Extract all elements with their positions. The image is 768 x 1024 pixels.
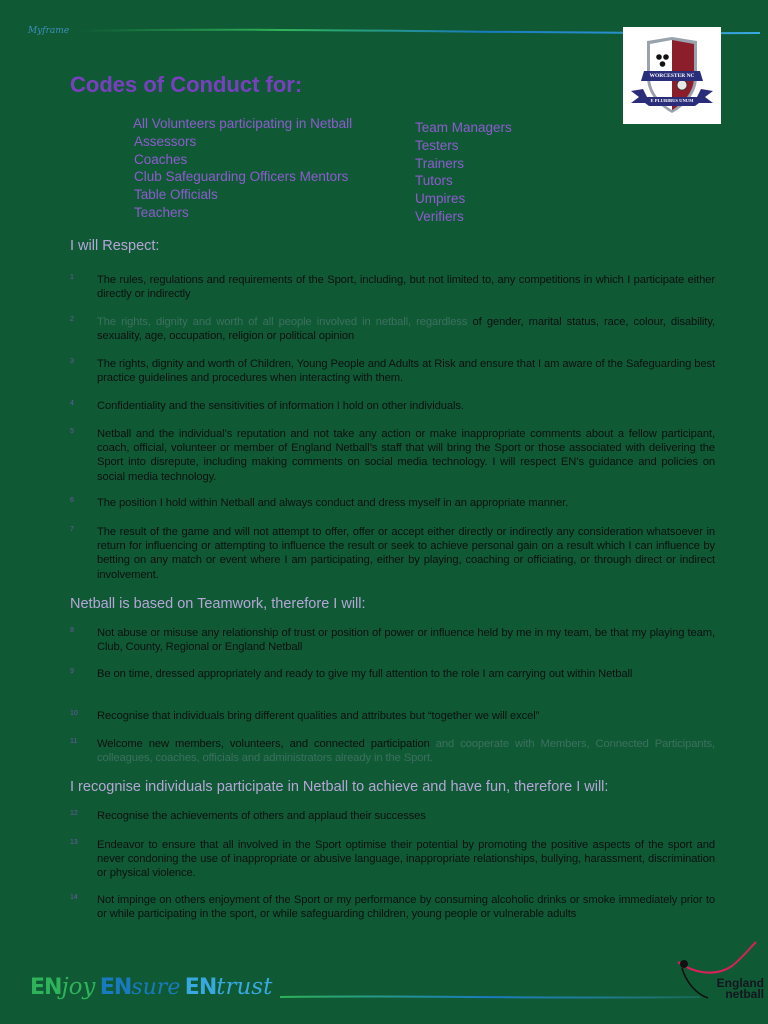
- item-number: 14: [70, 894, 78, 901]
- brand-tag: Myframe: [28, 26, 70, 36]
- role-item: All Volunteers participating in Netball: [133, 116, 353, 131]
- item-text-main: Welcome new members, volunteers, and connected participation: [97, 738, 430, 750]
- england-netball-logo-text: [702, 978, 764, 1000]
- item-number: 6: [70, 497, 74, 504]
- item-number: 11: [70, 738, 78, 745]
- role-item: Coaches: [134, 151, 188, 167]
- list-item: [70, 496, 715, 510]
- item-text-faded: The rights, dignity and worth of all people involved in netball, regardless: [97, 316, 468, 328]
- item-number: 2: [70, 316, 74, 323]
- item-number: 7: [70, 526, 74, 533]
- section-heading-respect: I will Respect:: [70, 238, 160, 254]
- item-number: 10: [70, 710, 78, 717]
- list-item: [70, 525, 715, 582]
- role-item: Tutors: [415, 173, 453, 189]
- slogan-part: trust: [216, 974, 273, 1000]
- role-item: Verifiers: [415, 208, 464, 224]
- item-number: 3: [70, 358, 74, 365]
- item-text: Not impinge on others enjoyment of the Sport or my performance by consuming alcoholic drinks or smoke immediately prior to or while participating in the sport, or while safeguarding children, young people or vulnerable adults: [97, 894, 715, 921]
- item-number: 12: [70, 810, 78, 817]
- list-item: [70, 809, 715, 823]
- list-item: [70, 667, 715, 681]
- item-text: Recognise the achievements of others and applaud their successes: [97, 810, 426, 822]
- logo-name-text: WORCESTER NC: [649, 73, 695, 79]
- section-heading-teamwork: Netball is based on Teamwork, therefore I will:: [70, 596, 366, 612]
- item-text: The position I hold within Netball and always conduct and dress myself in an appropriate manner.: [97, 497, 569, 509]
- slogan-part: joy: [61, 974, 96, 1000]
- item-text-main: of gender, marital status, race, colour, disability, sexuality, age, occupation, religion or political opinion: [97, 316, 715, 343]
- item-number: 8: [70, 627, 74, 634]
- footer-slogan: [30, 974, 272, 1008]
- footer-decorative-line: [280, 992, 700, 1002]
- list-item: [70, 626, 715, 654]
- role-item: Teachers: [134, 204, 189, 220]
- slogan-part: EN: [99, 975, 132, 1000]
- role-item: Table Officials: [134, 187, 218, 203]
- list-item: [70, 357, 715, 385]
- item-text: Confidentiality and the sensitivities of information I hold on other individuals.: [97, 400, 464, 412]
- item-text: Endeavor to ensure that all involved in the Sport optimise their potential by promoting the positive aspects of the sport and never condoning the use of inappropriate or abusive language, inappropriate relationships, bullying, harassment, discrimination or physical violence.: [97, 839, 715, 880]
- logo-line: England: [716, 976, 764, 990]
- list-item: [70, 893, 715, 921]
- slogan-part: sure: [131, 975, 181, 1000]
- list-item: [70, 315, 715, 343]
- item-text: The rights, dignity and worth of Children, Young People and Adults at Risk and ensure that I am aware of the Safeguarding best practice guidelines and procedures when interacting with them.: [97, 358, 715, 385]
- item-text: [97, 737, 715, 765]
- role-item: Club Safeguarding Officers Mentors: [134, 169, 349, 185]
- logo-motto-text: E PLURIBUS UNUM: [650, 98, 694, 103]
- item-text: Netball and the individual’s reputation and not take any action or make inappropriate comments about a fellow participant, coach, official, volunteer or member of England Netball’s staff that will bring the Sport or those associated with delivering the Sport into disrepute, including making comments on social media technology. I will respect EN’s guidance and policies on social media technology.: [97, 428, 715, 483]
- item-number: 5: [70, 428, 74, 435]
- logo-line: netball: [725, 987, 764, 1001]
- item-number: 1: [70, 274, 74, 281]
- item-number: 4: [70, 400, 74, 407]
- item-text-faded: and cooperate with Members, Connected Participants, colleagues, coaches, officials and administrators already in the Sport.: [97, 738, 715, 765]
- list-item: [70, 838, 715, 881]
- page-title: Codes of Conduct for:: [70, 72, 303, 97]
- item-number: 9: [70, 668, 74, 675]
- item-number: 13: [70, 839, 78, 846]
- role-item: Trainers: [415, 155, 465, 171]
- roles-list-left: [133, 115, 352, 222]
- list-item: [70, 273, 715, 301]
- item-text: Not abuse or misuse any relationship of trust or position of power or influence held by me in my team, be that my playing team, Club, County, Regional or England Netball: [97, 627, 715, 654]
- slogan-part: EN: [184, 975, 217, 1000]
- role-item: Testers: [415, 137, 459, 153]
- item-text: Be on time, dressed appropriately and ready to give my full attention to the role I am carrying out within Netball: [97, 668, 633, 680]
- item-text: [97, 315, 715, 343]
- slogan-part: EN: [30, 975, 62, 1000]
- section-heading-achieve: I recognise individuals participate in Netball to achieve and have fun, therefore I will:: [70, 779, 609, 795]
- roles-list-right: [415, 119, 512, 226]
- list-item: [70, 737, 715, 765]
- list-item: [70, 709, 715, 723]
- list-item: [70, 399, 715, 413]
- role-item: Umpires: [415, 191, 466, 207]
- item-text: The result of the game and will not attempt to offer, offer or accept either directly or indirectly any consideration whatsoever in return for influencing or attempting to influence the result or seek to achieve personal gain on a result which I can influence by betting on any match or event where I am participating, either by playing, coaching or officiating, or through direct or indirect involvement.: [97, 526, 715, 581]
- item-text: The rules, regulations and requirements of the Sport, including, but not limited to, any competitions in which I participate either directly or indirectly: [97, 274, 715, 301]
- item-text: Recognise that individuals bring different qualities and attributes but “together we will excel”: [97, 710, 540, 722]
- list-item: [70, 427, 715, 484]
- role-item: Team Managers: [415, 120, 512, 135]
- role-item: Assessors: [134, 133, 197, 149]
- club-logo: [623, 27, 721, 124]
